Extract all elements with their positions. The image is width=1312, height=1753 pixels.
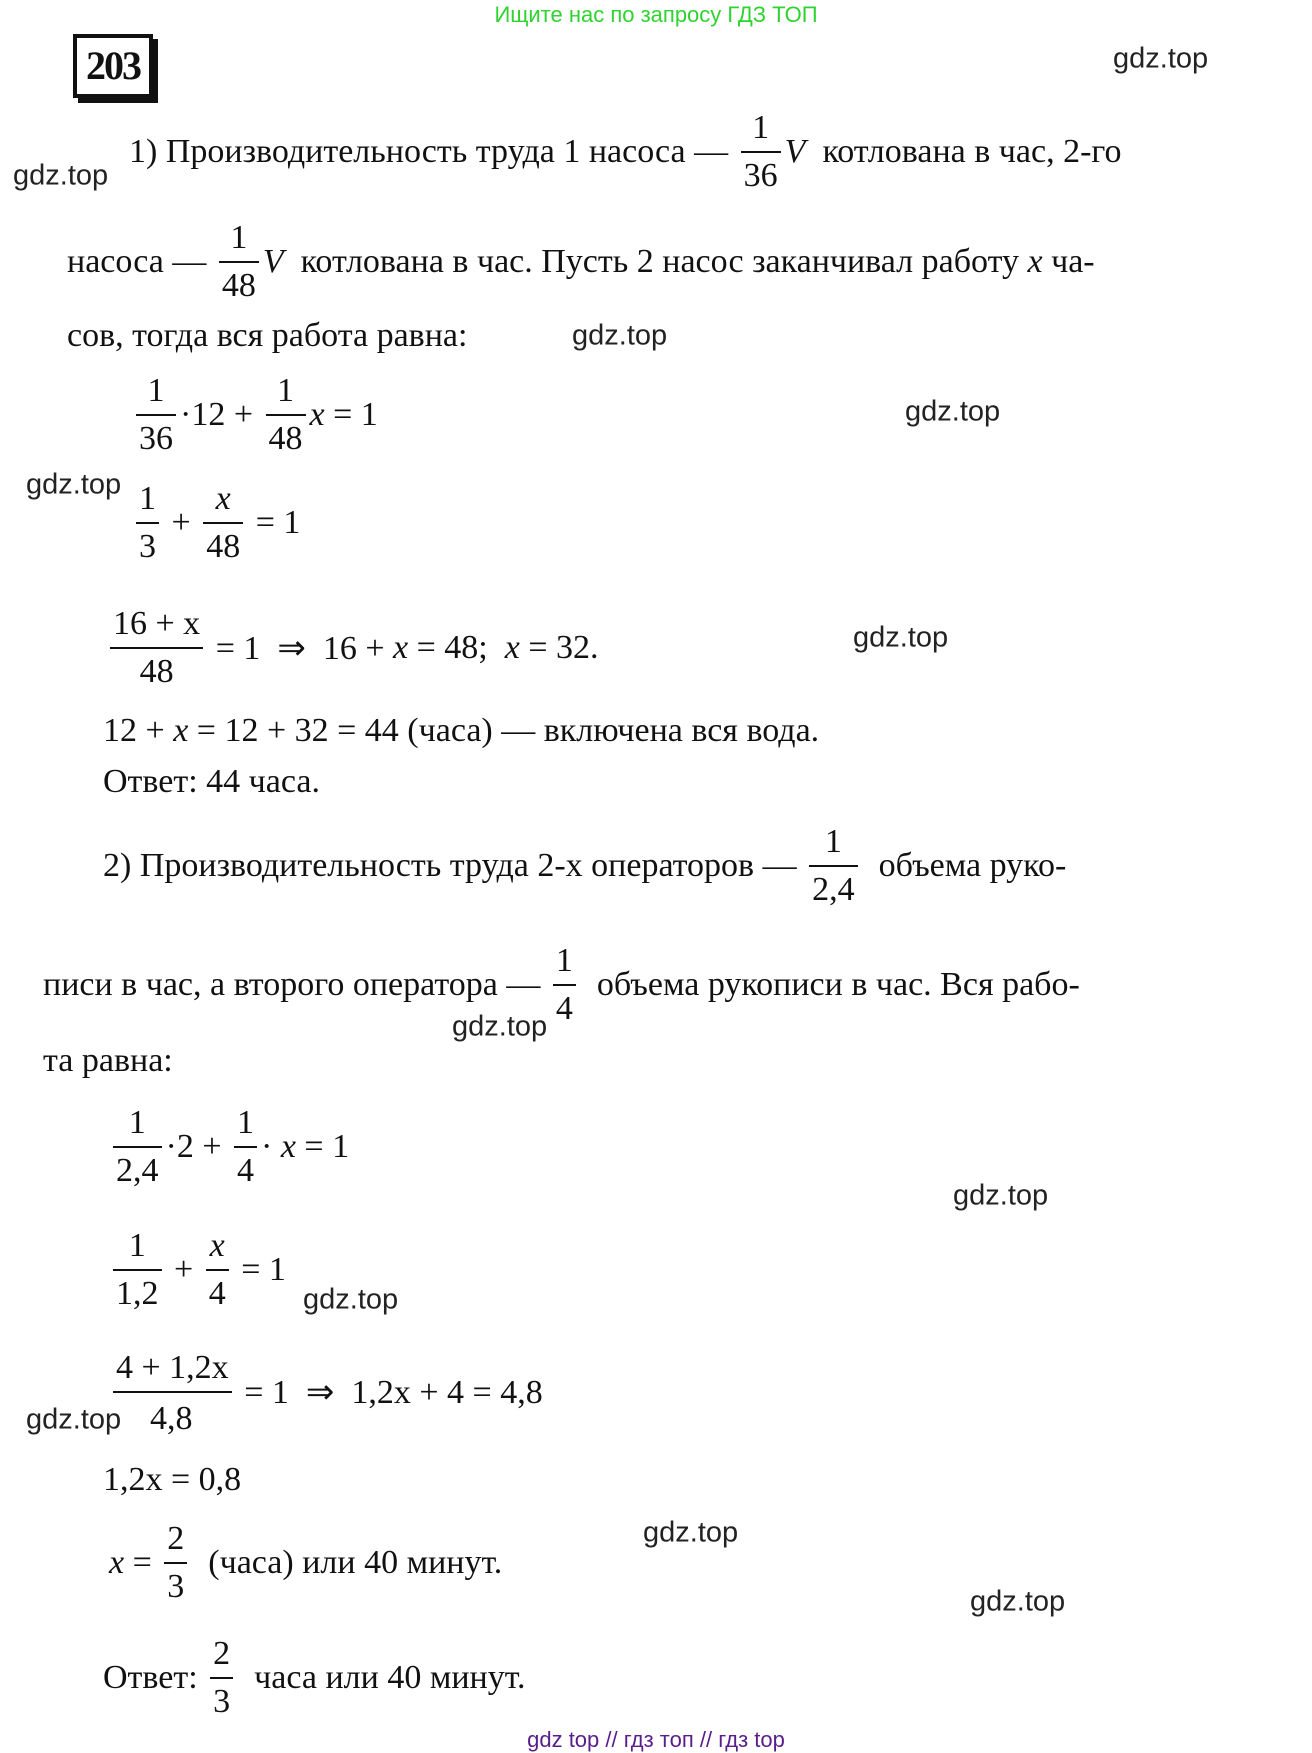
watermark: gdz.top [970, 1585, 1066, 1618]
watermark: gdz.top [26, 468, 122, 501]
watermark: gdz.top [643, 1516, 739, 1549]
watermark: gdz.top [905, 395, 1001, 428]
watermark: gdz.top [452, 1010, 548, 1043]
p1-equation-1: $\frac{1}{36}$ ·12 + $\frac{1}{48}$ x = 1 [132, 374, 378, 456]
fraction: $\frac{1}{36}$ [741, 111, 781, 193]
footer-links[interactable]: gdz top // гдз топ // гдз top [527, 1727, 785, 1752]
text: насоса — [67, 243, 215, 280]
p1-line3: сов, тогда вся работа равна: [67, 317, 468, 354]
p1-answer: Ответ: 44 часа. [103, 763, 320, 800]
p2-line1: 2) Производительность труда 2-х операторов — $\frac{1}{2,4}$ объема руко- [103, 823, 1067, 908]
variable: V [784, 133, 806, 170]
p1-equation-2: $\frac{1}{3}$ + $\frac{x}{48}$ = 1 [132, 482, 300, 564]
p2-equation-5: x = $\frac{2}{3}$ (часа) или 40 минут. [109, 1520, 503, 1605]
p1-line2 [67, 221, 1095, 303]
variable: V [262, 243, 284, 280]
p2-equation-2: $\frac{1}{1,2}$ + $\frac{x}{4}$ = 1 [109, 1229, 286, 1311]
p2-equation-1: $\frac{1}{2,4}$ ·2 + $\frac{1}{4}$ · x = 1 [109, 1106, 349, 1188]
problem-number: 203 [73, 34, 153, 98]
p2-equation-4: 1,2x = 0,8 [103, 1461, 242, 1498]
p2-answer: Ответ: $\frac{2}{3}$ часа или 40 минут. [103, 1635, 526, 1720]
search-banner[interactable]: Ищите нас по запросу ГДЗ ТОП [494, 2, 818, 27]
watermark: gdz.top [26, 1403, 122, 1436]
p1-line1 [129, 111, 1122, 193]
text: котлована в час, 2-го [805, 133, 1122, 170]
text: котлована в час. Пусть 2 насос заканчивал работу [283, 243, 1028, 280]
variable: x [1027, 243, 1043, 280]
text: 1) Производительность труда 1 насоса — [129, 133, 737, 170]
watermark: gdz.top [1113, 42, 1209, 75]
watermark: gdz.top [303, 1283, 399, 1316]
p2-equation-3: 4 + 1,2x = 1 ⇒ 1,2x + 4 = 4,8 [109, 1351, 543, 1433]
fraction: $\frac{1}{48}$ [219, 221, 259, 303]
p2-line2: писи в час, а второго оператора — $\frac{1}{4}$ объема рукописи в час. Вся рабо- [43, 942, 1080, 1027]
watermark: gdz.top [853, 621, 949, 654]
p1-equation-3: $\frac{16 + x}{48}$ = 1 ⇒ 16 + x = 48; x = 32. [106, 607, 599, 689]
p2-line3: та равна: [43, 1042, 173, 1079]
p2-equation-3-denominator: 4,8 [150, 1400, 193, 1437]
text: ча- [1042, 243, 1095, 280]
p1-line4: 12 + x = 12 + 32 = 44 (часа) — включена вся вода. [103, 712, 820, 749]
watermark: gdz.top [13, 159, 109, 192]
watermark: gdz.top [953, 1179, 1049, 1212]
watermark: gdz.top [572, 319, 668, 352]
